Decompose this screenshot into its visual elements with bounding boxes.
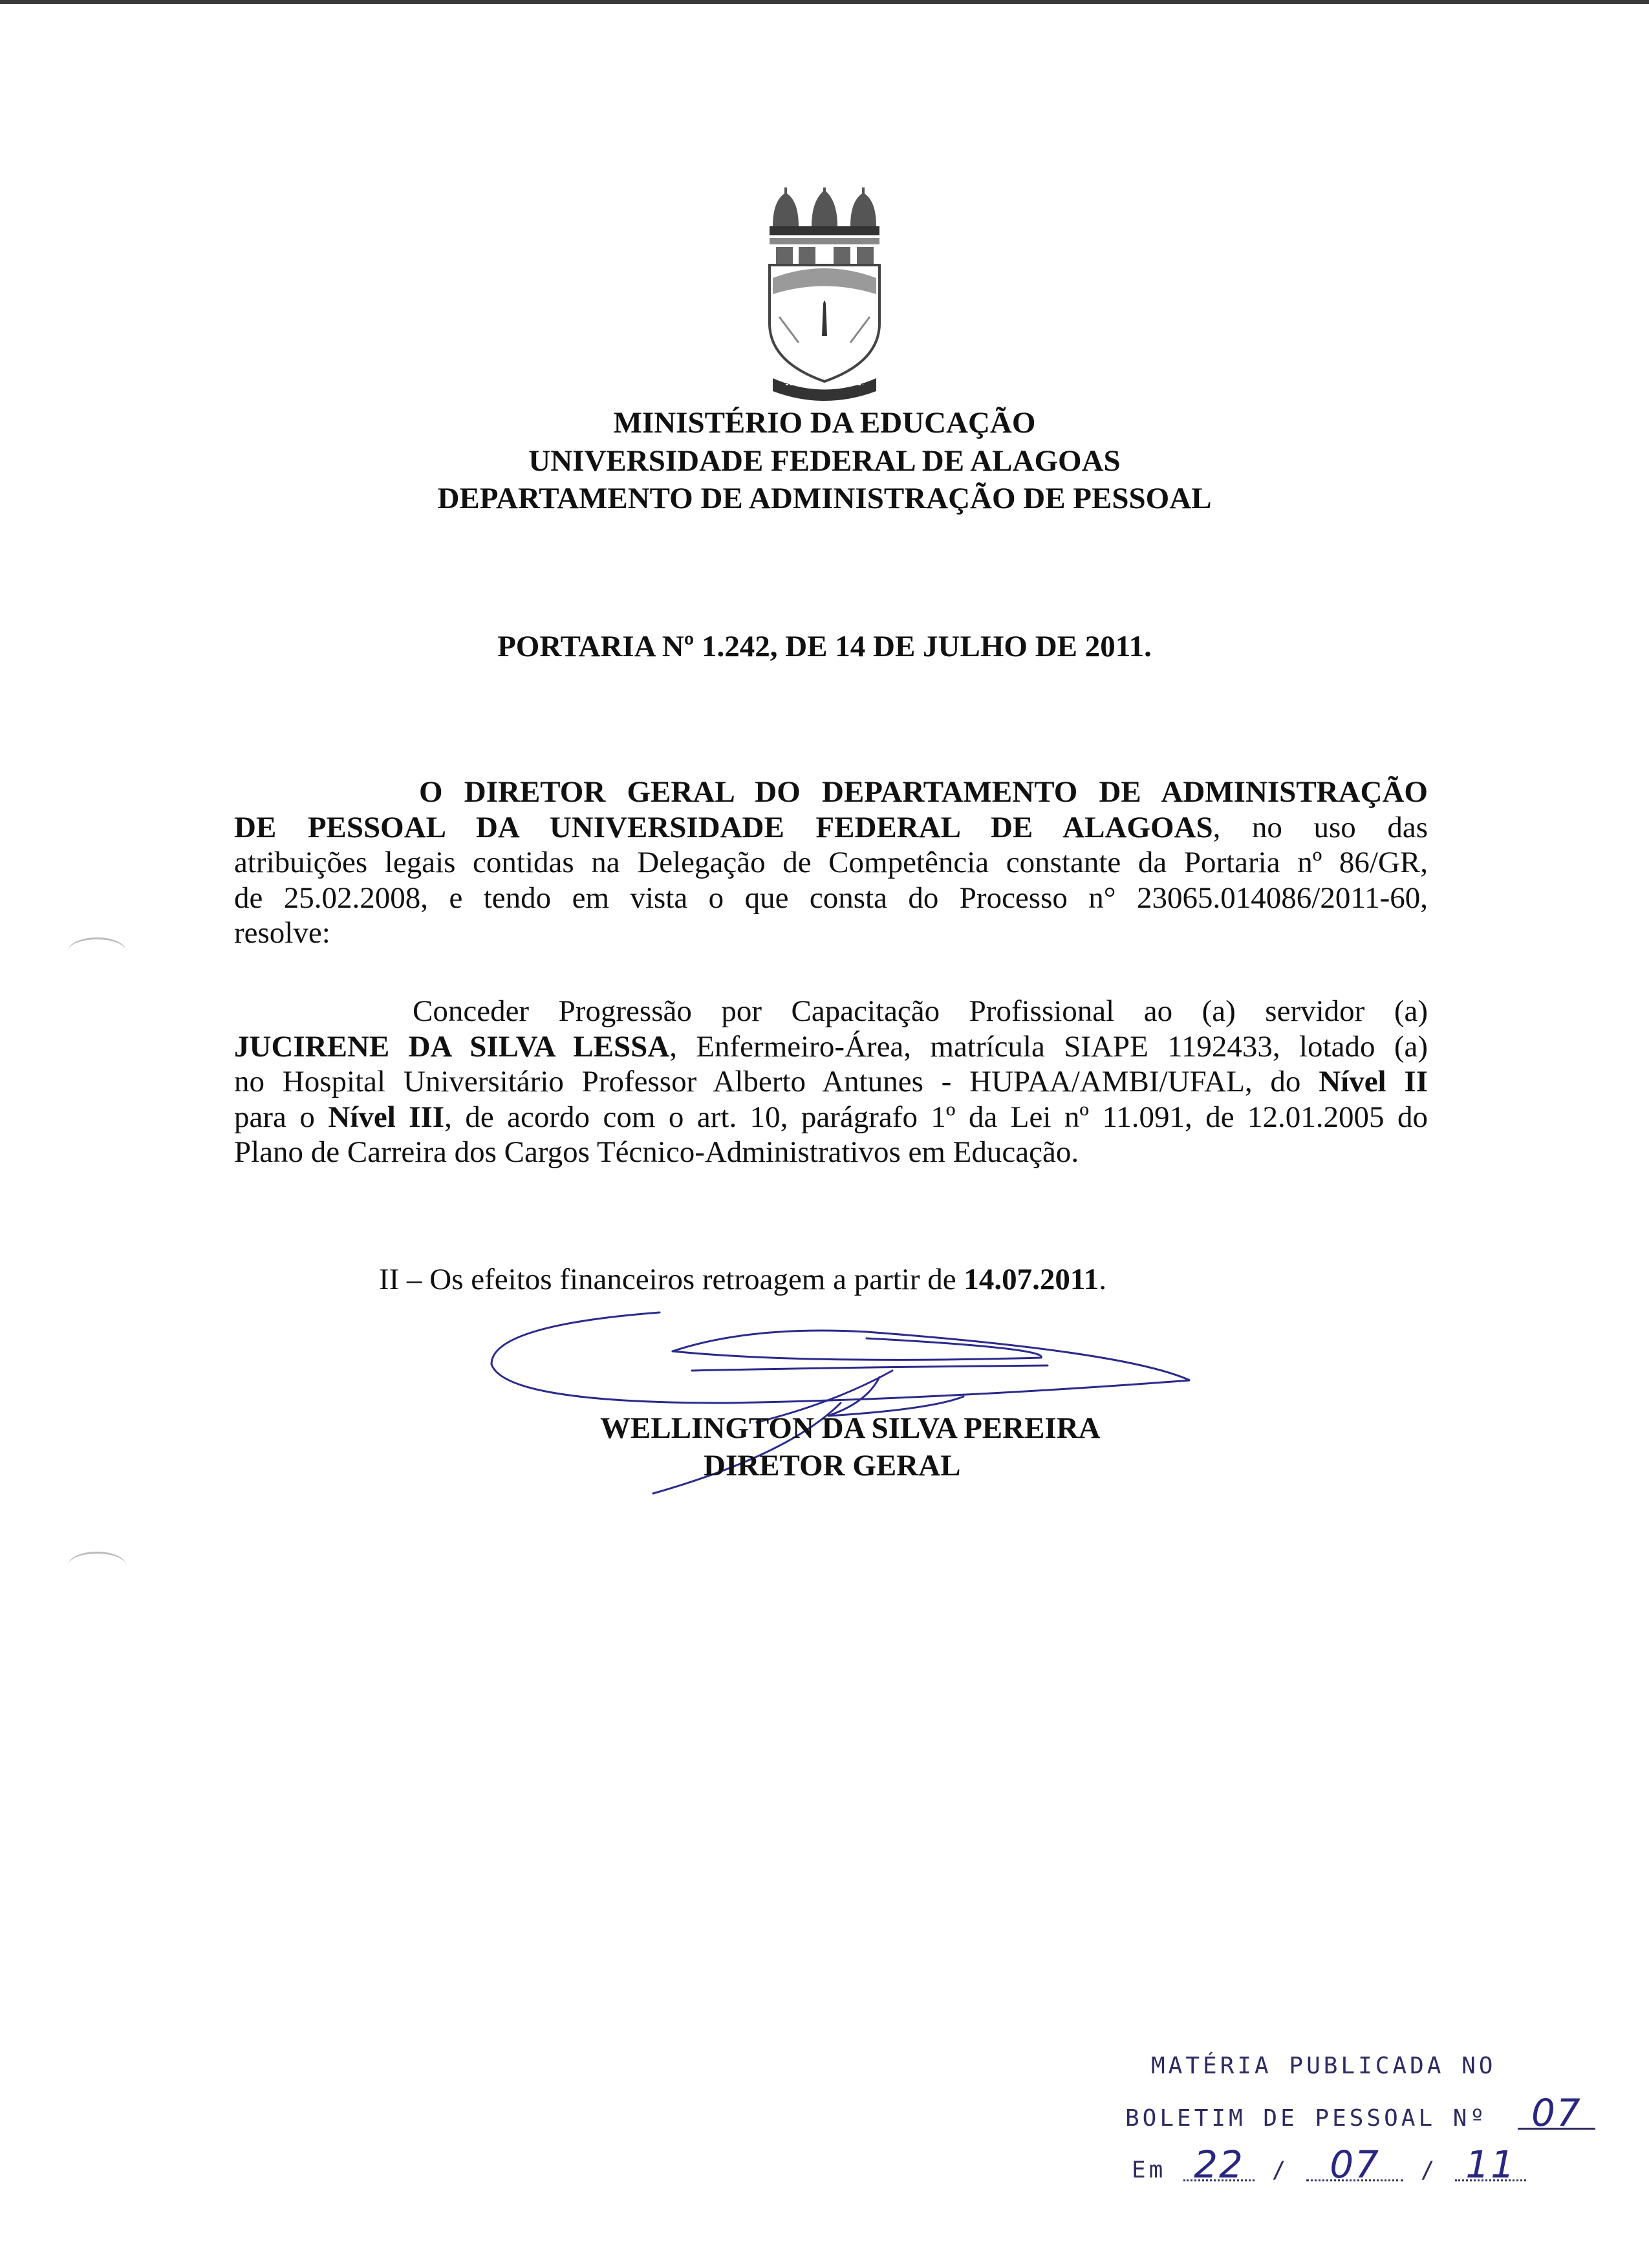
preamble-line: de 25.02.2008, e tendo em vista o que consta do Processo n° 23065.014086/2011-60,	[234, 881, 1428, 915]
document-title: PORTARIA Nº 1.242, DE 14 DE JULHO DE 2011.	[497, 630, 1152, 663]
signatory-role: DIRETOR GERAL	[704, 1449, 961, 1482]
level-to: Nível III	[328, 1100, 445, 1134]
punch-hole-mark	[68, 937, 126, 965]
level-from: Nível II	[1319, 1065, 1428, 1099]
article-2: II – Os efeitos financeiros retroagem a partir de 14.07.2011.	[379, 1263, 1107, 1296]
publication-stamp: MATÉRIA PUBLICADA NO BOLETIM DE PESSOAL Nº 07 Em 22 / 07 / 11	[1125, 2040, 1526, 2208]
stamp-boletim-label: BOLETIM DE PESSOAL Nº	[1125, 2105, 1488, 2132]
stamp-month: 07	[1306, 2150, 1403, 2181]
header-ministry: MINISTÉRIO DA EDUCAÇÃO	[613, 406, 1036, 440]
stamp-date-label: Em	[1132, 2157, 1167, 2183]
header-department: DEPARTAMENTO DE ADMINISTRAÇÃO DE PESSOAL	[437, 482, 1212, 515]
stamp-year: 11	[1455, 2150, 1526, 2181]
header-university: UNIVERSIDADE FEDERAL DE ALAGOAS	[528, 444, 1121, 478]
stamp-boletim-number: 07	[1518, 2098, 1595, 2130]
punch-hole-mark	[68, 1552, 126, 1579]
effective-date: 14.07.2011	[964, 1263, 1099, 1296]
servant-name: JUCIRENE DA SILVA LESSA	[234, 1029, 670, 1064]
department-name: DE PESSOAL DA UNIVERSIDADE FEDERAL DE ALAGOAS	[234, 810, 1213, 844]
preamble-resolve: resolve:	[234, 916, 330, 950]
stamp-published-label: MATÉRIA PUBLICADA NO	[1151, 2053, 1496, 2079]
article-1: Conceder Progressão por Capacitação Profissional ao (a) servidor (a) JUCIRENE DA SILVA LESSA, Enfermeiro-Área, matrícula SIAPE 1192433, lotado (a) no Hospital Universitário Professor Alberto Antunes - HUPAA/AMBI/UFAL, do Nível II para o Nível III, de acordo com o art. 10, parágrafo 1º da Lei nº 11.091, de 12.01.2005 do Plano de Carreira dos Cargos Técnico-Administrativos em Educação.	[234, 994, 1428, 1170]
scan-edge	[0, 0, 1649, 4]
university-coat-of-arms-icon	[760, 187, 889, 401]
preamble: O DIRETOR GERAL DO DEPARTAMENTO DE ADMINISTRAÇÃO DE PESSOAL DA UNIVERSIDADE FEDERAL DE ALAGOAS, no uso das atribuições legais contidas na Delegação de Competência constante da Portaria nº 86/GR, de 25.02.2008, e tendo em vista o que consta do Processo n° 23065.014086/2011-60, resolve:	[234, 775, 1428, 950]
preamble-line: atribuições legais contidas na Delegação de Competência constante da Portaria nº 86/GR,	[234, 846, 1428, 880]
article-1-last-line: Plano de Carreira dos Cargos Técnico-Administrativos em Educação.	[234, 1135, 1079, 1170]
signatory-name: WELLINGTON DA SILVA PEREIRA	[600, 1411, 1101, 1445]
director-title: O DIRETOR GERAL DO DEPARTAMENTO DE ADMINISTRAÇÃO	[419, 775, 1428, 809]
stamp-day: 22	[1183, 2150, 1255, 2181]
